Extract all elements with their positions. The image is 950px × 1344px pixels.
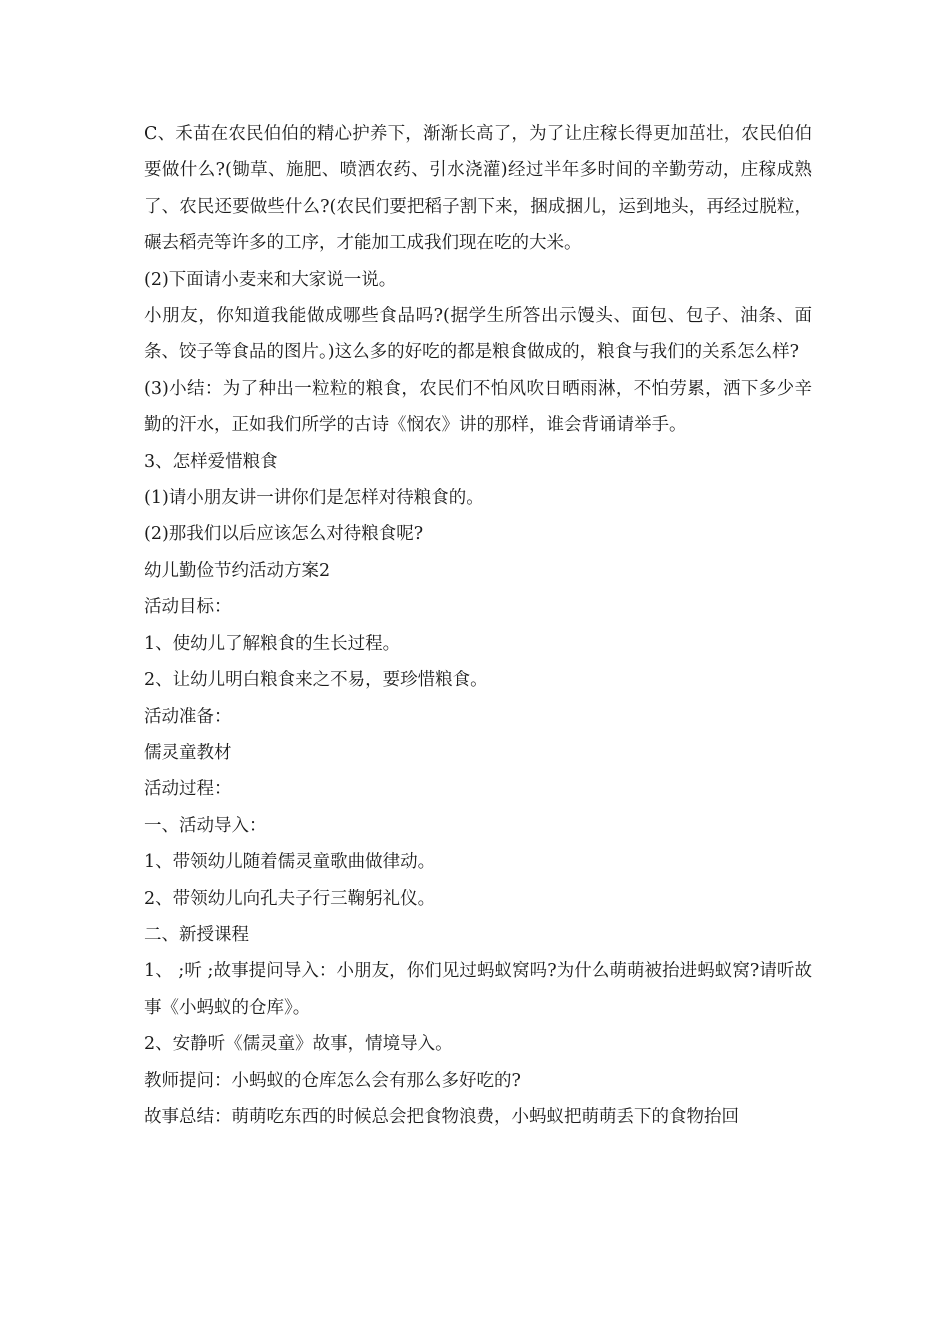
paragraph-summary: (3)小结：为了种出一粒粒的粮食，农民们不怕风吹日晒雨淋，不怕劳累，洒下多少辛勤的汗水，正如我们所学的古诗《悯农》讲的那样，谁会背诵请举手。	[144, 378, 812, 436]
paragraph-step-2: (2)那我们以后应该怎么对待粮食呢?	[144, 524, 424, 545]
section-heading-cherish-grain: 3、怎样爱惜粮食	[144, 451, 278, 472]
heading-activity-preparation: 活动准备：	[144, 706, 232, 727]
paragraph-rice-growing: C、禾苗在农民伯伯的精心护养下，渐渐长高了，为了让庄稼长得更加茁壮，农民伯伯要做什么?(锄草、施肥、喷洒农药、引水浇灌)经过半年多时间的辛勤劳动，庄稼成熟了、农民还要做些什么?(农民们要把稻子割下来，捆成捆儿，运到地头，再经过脱粒，碾去稻壳等许多的工序，才能加工成我们现在吃的大米。	[144, 124, 812, 254]
heading-new-lesson: 二、新授课程	[144, 924, 249, 945]
heading-activity-introduction: 一、活动导入：	[144, 815, 267, 836]
paragraph-wheat-intro: (2)下面请小麦来和大家说一说。	[144, 269, 397, 290]
intro-item-1: 1、带领幼儿随着儒灵童歌曲做律动。	[144, 852, 436, 873]
heading-activity-process: 活动过程：	[144, 779, 232, 800]
lesson-item-1: 1、 ;听 ;故事提问导入：小朋友，你们见过蚂蚁窝吗?为什么萌萌被抬进蚂蚁窝?请听故事《小蚂蚁的仓库》。	[144, 961, 812, 1018]
story-summary: 故事总结：萌萌吃东西的时候总会把食物浪费，小蚂蚁把萌萌丢下的食物抬回	[144, 1106, 739, 1127]
paragraph-wheat-foods: 小朋友，你知道我能做成哪些食品吗?(据学生所答出示馒头、面包、包子、油条、面条、饺子等食品的图片。)这么多的好吃的都是粮食做成的，粮食与我们的关系怎么样?	[144, 306, 812, 363]
document-body	[144, 116, 812, 1135]
lesson-item-2: 2、安静听《儒灵童》故事，情境导入。	[144, 1034, 453, 1055]
paragraph-step-1: (1)请小朋友讲一讲你们是怎样对待粮食的。	[144, 488, 484, 509]
plan-title: 幼儿勤俭节约活动方案2	[144, 560, 331, 581]
intro-item-2: 2、带领幼儿向孔夫子行三鞠躬礼仪。	[144, 888, 436, 909]
goal-item-1: 1、使幼儿了解粮食的生长过程。	[144, 633, 401, 654]
preparation-material: 儒灵童教材	[144, 742, 232, 763]
teacher-question: 教师提问：小蚂蚁的仓库怎么会有那么多好吃的?	[144, 1070, 521, 1091]
goal-item-2: 2、让幼儿明白粮食来之不易，要珍惜粮食。	[144, 670, 488, 691]
heading-activity-goals: 活动目标：	[144, 597, 232, 618]
